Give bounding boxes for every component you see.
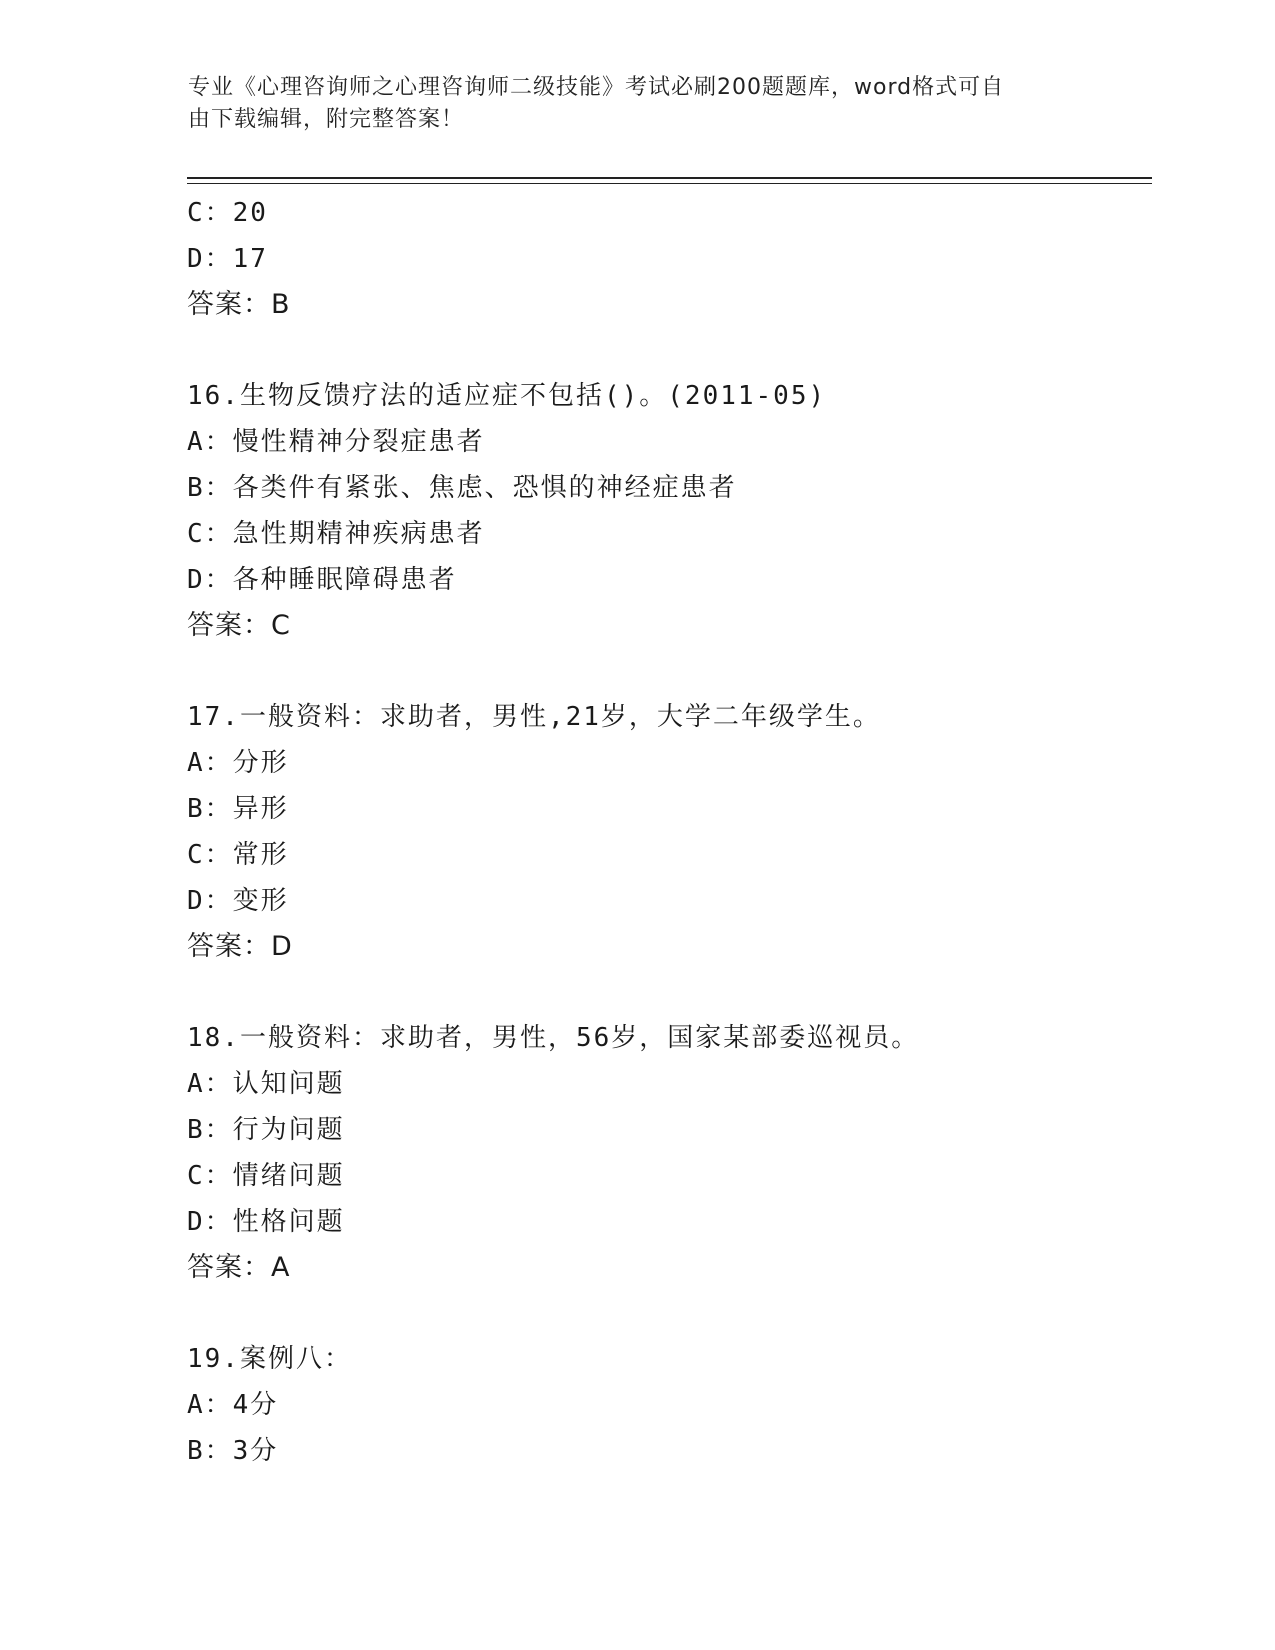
option-text: 慢性精神分裂症患者 <box>232 427 485 457</box>
option-a <box>187 419 1147 465</box>
option-label: A： <box>187 1390 233 1420</box>
option-d <box>187 878 1147 924</box>
option-a <box>187 1382 1147 1428</box>
option-label: A： <box>187 1069 233 1099</box>
option-text: 急性期精神疾病患者 <box>232 519 485 549</box>
question-block-prev <box>187 190 1147 328</box>
option-b <box>187 1428 1147 1474</box>
option-label: C： <box>187 1161 233 1191</box>
question-stem: 16.生物反馈疗法的适应症不包括()。(2011-05) <box>187 381 827 411</box>
option-d <box>187 557 1147 603</box>
option-text: 20 <box>232 198 268 228</box>
answer-line: 答案：A <box>187 1252 291 1283</box>
question-list <box>187 190 1147 1474</box>
option-text: 3分 <box>232 1436 279 1466</box>
option-label: B： <box>187 1436 233 1466</box>
option-d <box>187 236 1147 282</box>
option-label: D： <box>187 1207 233 1237</box>
answer-line: 答案：D <box>187 931 293 962</box>
option-text: 变形 <box>232 886 289 916</box>
option-label: B： <box>187 1115 233 1145</box>
option-label: A： <box>187 748 233 778</box>
question-stem: 18.一般资料：求助者，男性，56岁，国家某部委巡视员。 <box>187 1023 920 1053</box>
option-label: C： <box>187 519 233 549</box>
question-block-17 <box>187 694 1147 970</box>
question-stem: 17.一般资料：求助者，男性,21岁，大学二年级学生。 <box>187 702 881 732</box>
option-label: D： <box>187 886 233 916</box>
option-a <box>187 1061 1147 1107</box>
header-divider-thin <box>187 183 1152 184</box>
answer-line: 答案：B <box>187 289 291 320</box>
question-stem: 19.案例八： <box>187 1344 352 1374</box>
option-text: 4分 <box>232 1390 279 1420</box>
option-c <box>187 511 1147 557</box>
header-divider-thick <box>187 177 1152 179</box>
option-text: 各种睡眠障碍患者 <box>232 565 457 595</box>
option-a <box>187 740 1147 786</box>
option-text: 异形 <box>232 794 289 824</box>
question-block-16 <box>187 373 1147 649</box>
question-block-18 <box>187 1015 1147 1291</box>
header-line-2: 由下载编辑，附完整答案！ <box>188 107 465 132</box>
option-label: C： <box>187 198 233 228</box>
option-label: B： <box>187 794 233 824</box>
option-label: B： <box>187 473 233 503</box>
option-b <box>187 1107 1147 1153</box>
option-text: 各类件有紧张、焦虑、恐惧的神经症患者 <box>232 473 737 503</box>
option-label: A： <box>187 427 233 457</box>
option-b <box>187 465 1147 511</box>
question-block-19 <box>187 1336 1147 1474</box>
option-text: 分形 <box>232 748 289 778</box>
option-b <box>187 786 1147 832</box>
option-label: C： <box>187 840 233 870</box>
option-c <box>187 1153 1147 1199</box>
document-header <box>188 72 1068 136</box>
option-text: 认知问题 <box>232 1069 345 1099</box>
option-d <box>187 1199 1147 1245</box>
option-label: D： <box>187 565 233 595</box>
option-text: 性格问题 <box>232 1207 345 1237</box>
option-label: D： <box>187 244 233 274</box>
option-text: 情绪问题 <box>232 1161 345 1191</box>
option-text: 行为问题 <box>232 1115 345 1145</box>
option-c <box>187 832 1147 878</box>
option-text: 常形 <box>232 840 289 870</box>
option-text: 17 <box>232 244 268 274</box>
answer-line: 答案：C <box>187 610 291 641</box>
option-c <box>187 190 1147 236</box>
header-line-1: 专业《心理咨询师之心理咨询师二级技能》考试必刷200题题库，word格式可自 <box>188 75 1005 100</box>
